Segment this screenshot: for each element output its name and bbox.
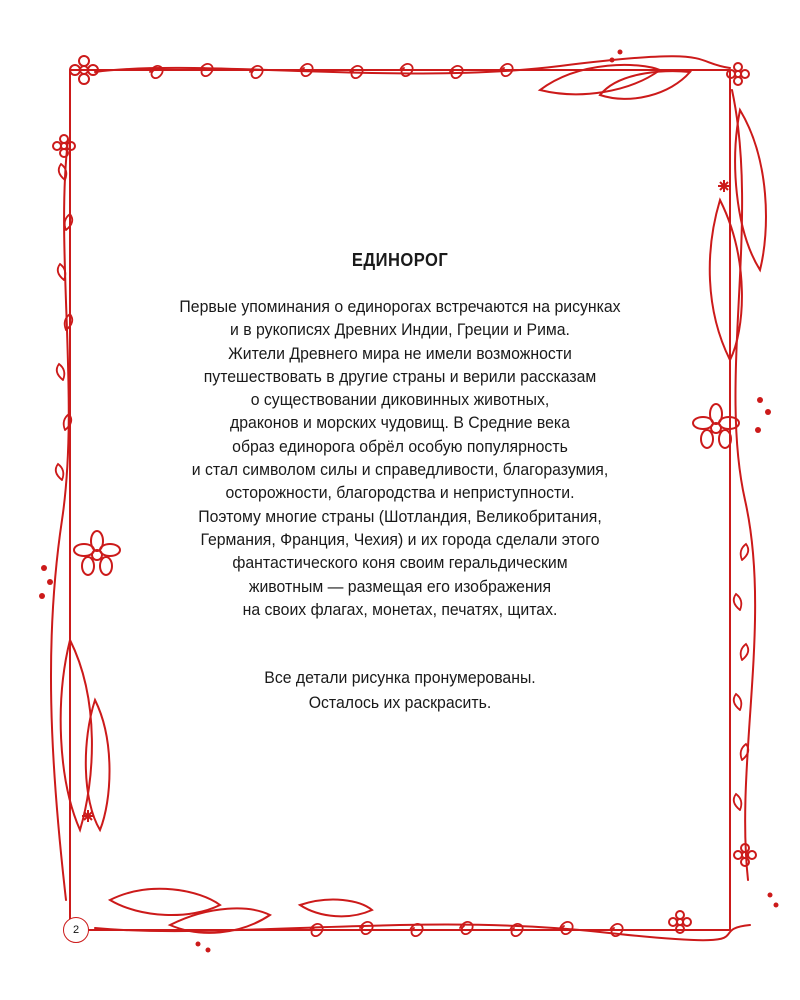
paragraph-line: драконов и морских чудовищ. В Средние века [230, 413, 570, 433]
article-paragraph [158, 295, 642, 621]
paragraph-line: Поэтому многие страны (Шотландия, Великобритания, [198, 506, 602, 526]
paragraph-line: и стал символом силы и справедливости, благоразумия, [191, 460, 609, 480]
article [140, 250, 660, 715]
paragraph-line: фантастического коня своим геральдическим [232, 553, 568, 573]
note-line: Все детали рисунка пронумерованы. [264, 668, 536, 688]
paragraph-line: и в рукописях Древних Индии, Греции и Рима. [230, 320, 570, 340]
article-title: ЕДИНОРОГ [351, 250, 449, 270]
paragraph-line: о существовании диковинных животных, [250, 390, 550, 410]
paragraph-line: осторожности, благородства и неприступности. [225, 483, 575, 503]
paragraph-line: животным — размещая его изображения [248, 576, 552, 596]
paragraph-line: путешествовать в другие страны и верили рассказам [203, 366, 597, 386]
note-line: Осталось их раскрасить. [308, 693, 492, 713]
paragraph-line: образ единорога обрёл особую популярность [232, 436, 568, 456]
paragraph-line: Жители Древнего мира не имели возможности [228, 343, 572, 363]
coloring-note [158, 665, 642, 715]
paragraph-line: Первые упоминания о единорогах встречаются на рисунках [179, 297, 621, 316]
paragraph-line: Германия, Франция, Чехия) и их города сделали этого [200, 529, 600, 549]
page-number: 2 [63, 917, 89, 943]
paragraph-line: на своих флагах, монетах, печатях, щитах. [242, 599, 558, 619]
